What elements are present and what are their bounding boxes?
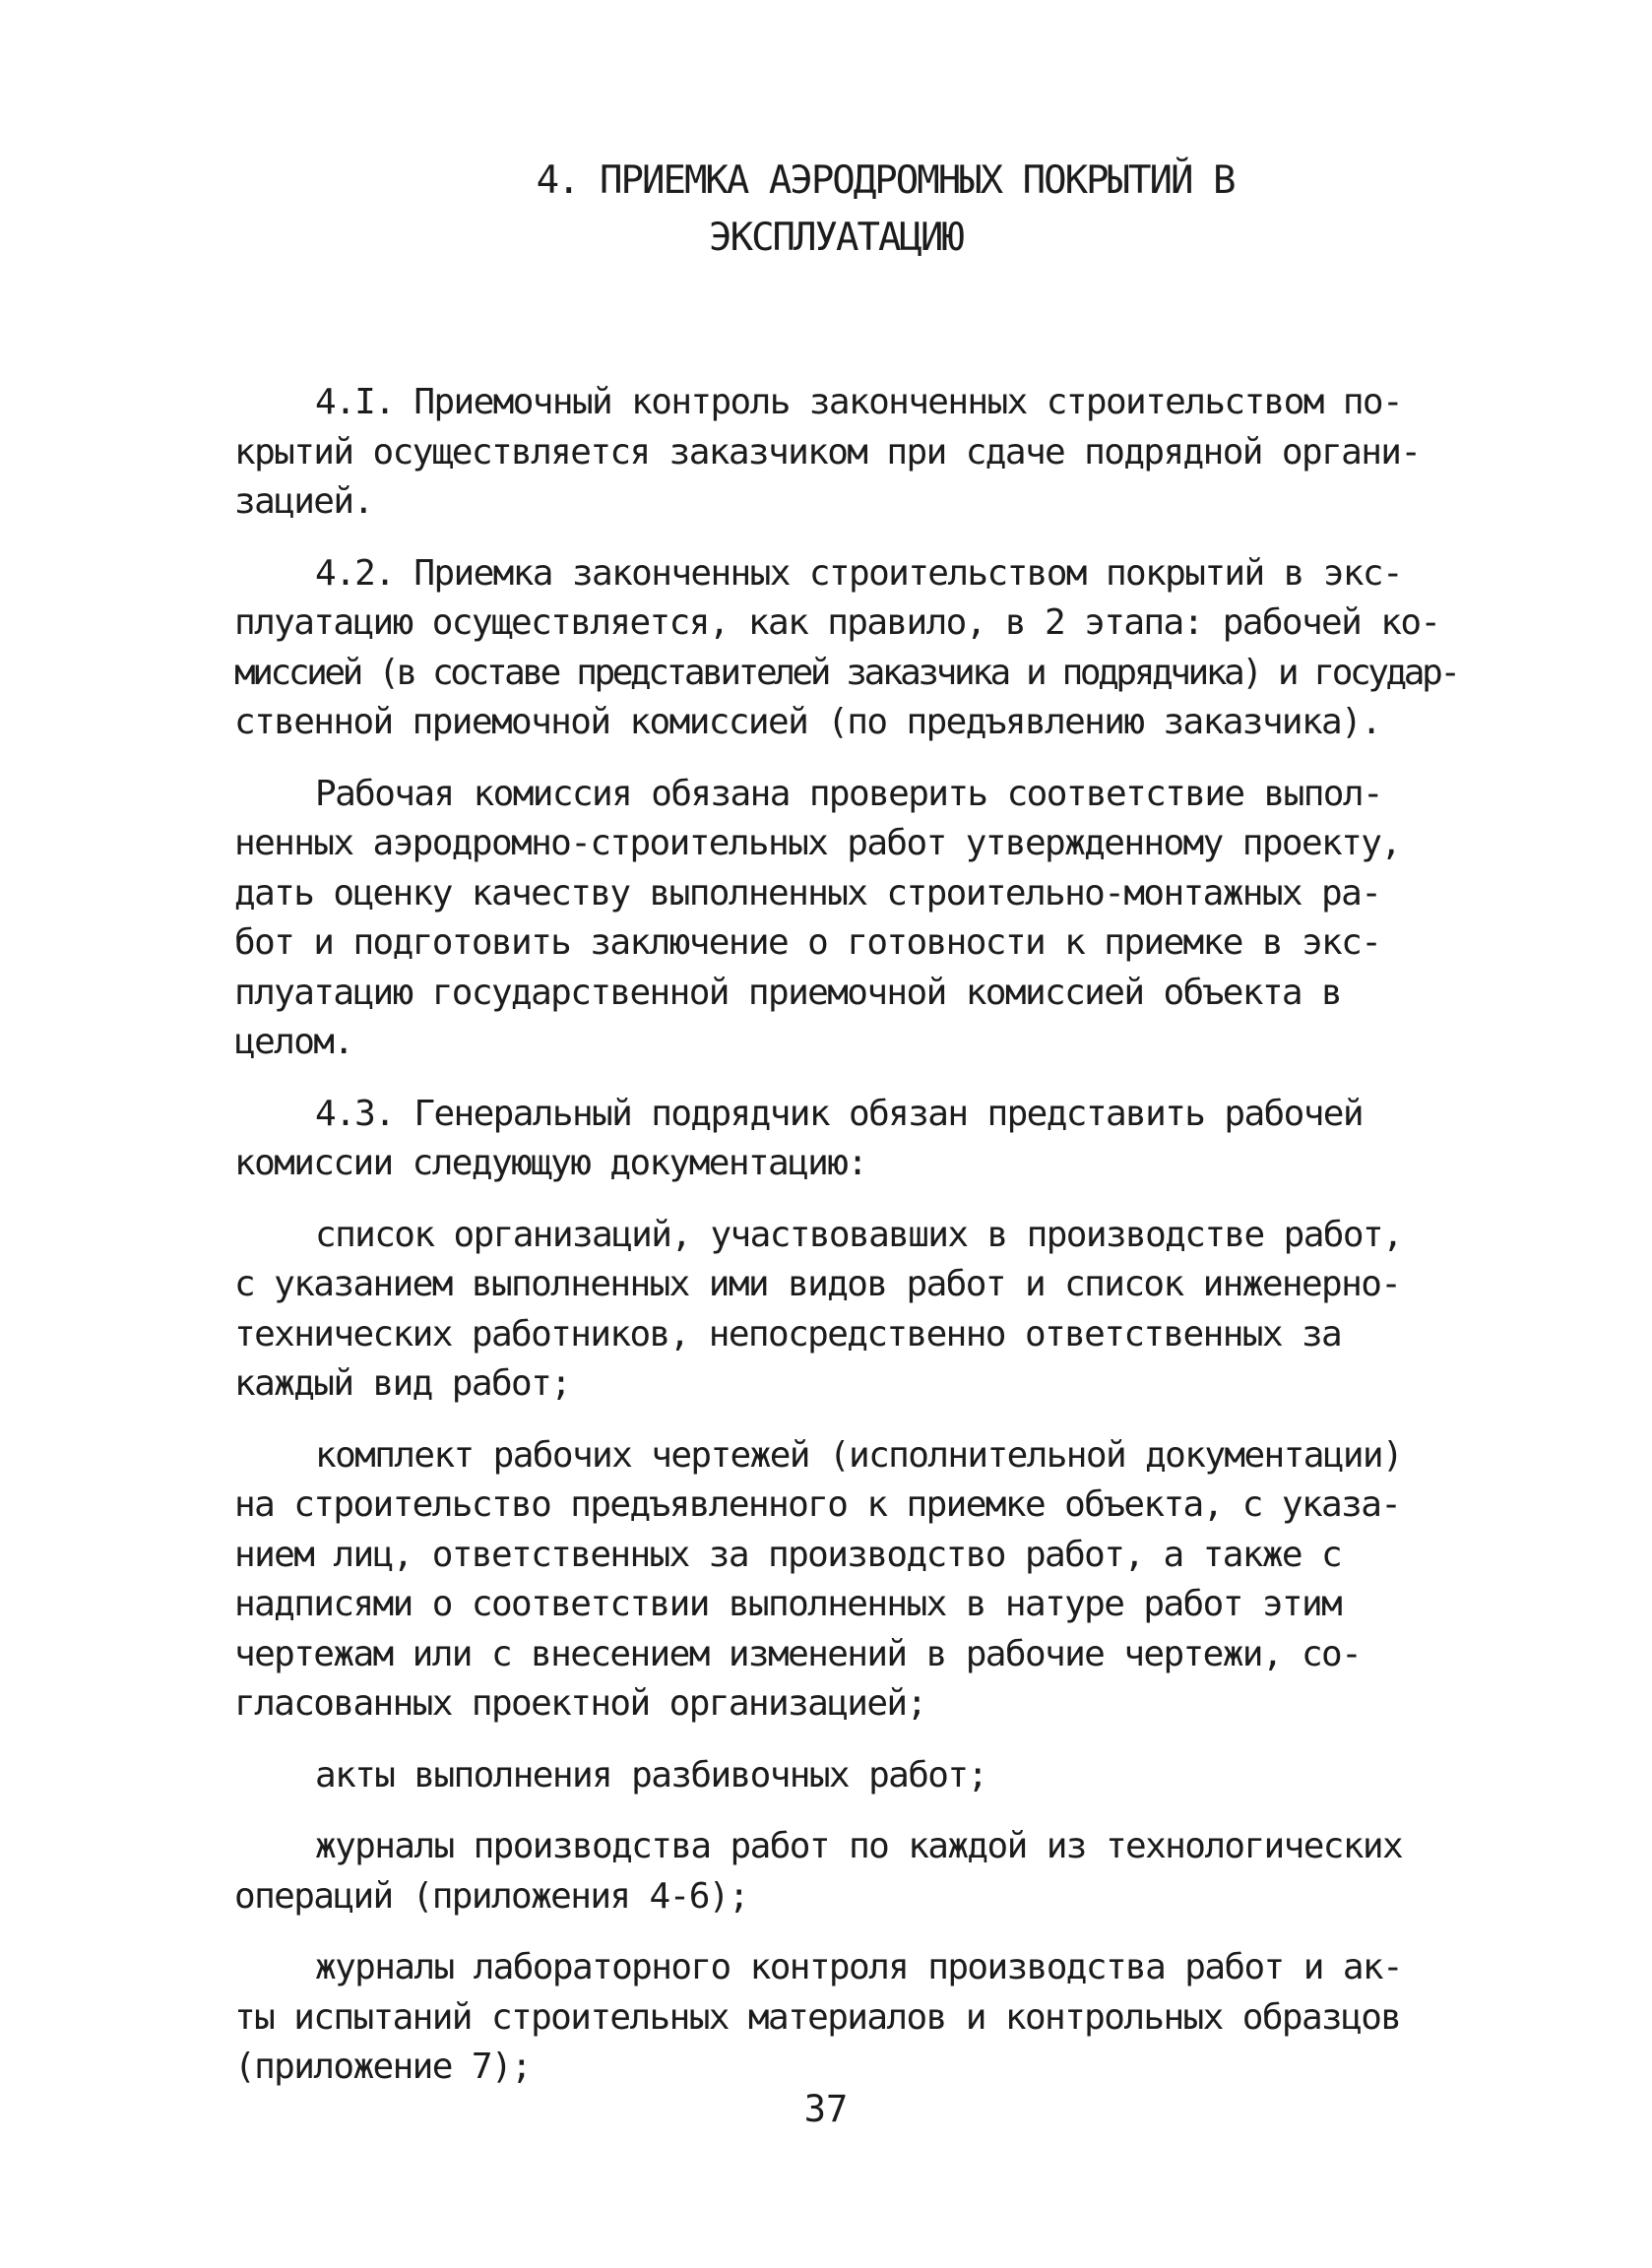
text-line: комиссии следующую документацию: [234,1143,867,1183]
text-line: дать оценку качеству выполненных строительно-монтажных ра- [234,872,1381,914]
text-line: крытий осуществляется заказчиком при сдаче подрядной органи- [234,431,1421,472]
page-number: 37 [803,2088,849,2130]
text-line: (приложение 7); [234,2047,532,2087]
text-line: 4.3. Генеральный подрядчик обязан представить рабочей [315,1093,1363,1134]
paragraph-organizations-list [234,1211,1445,1410]
text-line: нием лиц, ответственных за производство работ, а также с [234,1534,1342,1575]
text-line: на строительство предъявленного к приемке объекта, с указа- [234,1484,1401,1525]
paragraph-4-1 [234,378,1445,528]
text-line: каждый вид работ; [234,1363,571,1404]
text-line: журналы производства работ по каждой из технологических [315,1826,1403,1866]
paragraph-work-journals [234,1822,1445,1922]
text-line: чертежам или с внесением изменений в рабочие чертежи, со- [234,1633,1362,1674]
text-line: зацией. [234,481,373,522]
text-line: плуатацию осуществляется, как правило, в 2 этапа: рабочей ко- [234,602,1440,643]
text-line: ненных аэродромно-строительных работ утвержденному проекту, [234,823,1401,863]
text-line: ты испытаний строительных материалов и контрольных образцов [234,1996,1401,2038]
paragraph-4-3 [234,1090,1445,1189]
text-line: акты выполнения разбивочных работ; [315,1754,987,1796]
text-line: журналы лабораторного контроля производства работ и ак- [315,1947,1403,1987]
text-line: комплект рабочих чертежей (исполнительной документации) [315,1434,1403,1476]
paragraph-4-2 [234,549,1458,748]
section-title-line: ЭКСПЛУАТАЦИЮ [709,216,963,260]
section-title [0,153,1652,267]
document-body [234,378,1458,2114]
text-line: операций (приложения 4-6); [234,1875,748,1917]
text-line: Рабочая комиссия обязана проверить соответствие выпол- [315,773,1382,814]
section-title-line: 4. ПРИЕМКА АЭРОДРОМНЫХ ПОКРЫТИЙ В [536,158,1235,203]
text-line: 4.2. Приемка законченных строительством покрытий в экс- [315,552,1403,594]
text-line: список организаций, участвовавших в производстве работ, [315,1214,1403,1255]
text-line: надписями о соответствии выполненных в натуре работ этим [234,1584,1342,1624]
text-line: 4.I. Приемочный контроль законченных строительством по- [315,382,1403,422]
text-line: миссией (в составе представителей заказчика и подрядчика) и государ- [234,652,1458,693]
text-line: плуатацию государственной приемочной комиссией объекта в [234,972,1342,1013]
paragraph-staking-acts [234,1751,1445,1801]
text-line: целом. [234,1022,353,1062]
text-line: бот и подготовить заключение о готовности к приемке в экс- [234,922,1381,963]
text-line: с указанием выполненных ими видов работ и список инженерно- [234,1264,1401,1304]
paragraph-working-commission [234,770,1445,1068]
text-line: ственной приемочной комиссией (по предъявлению заказчика). [234,702,1381,742]
text-line: гласованных проектной организацией; [234,1683,926,1724]
text-line: технических работников, непосредственно ответственных за [234,1313,1342,1354]
paragraph-drawings-set [234,1431,1445,1730]
paragraph-lab-journals [234,1943,1445,2093]
